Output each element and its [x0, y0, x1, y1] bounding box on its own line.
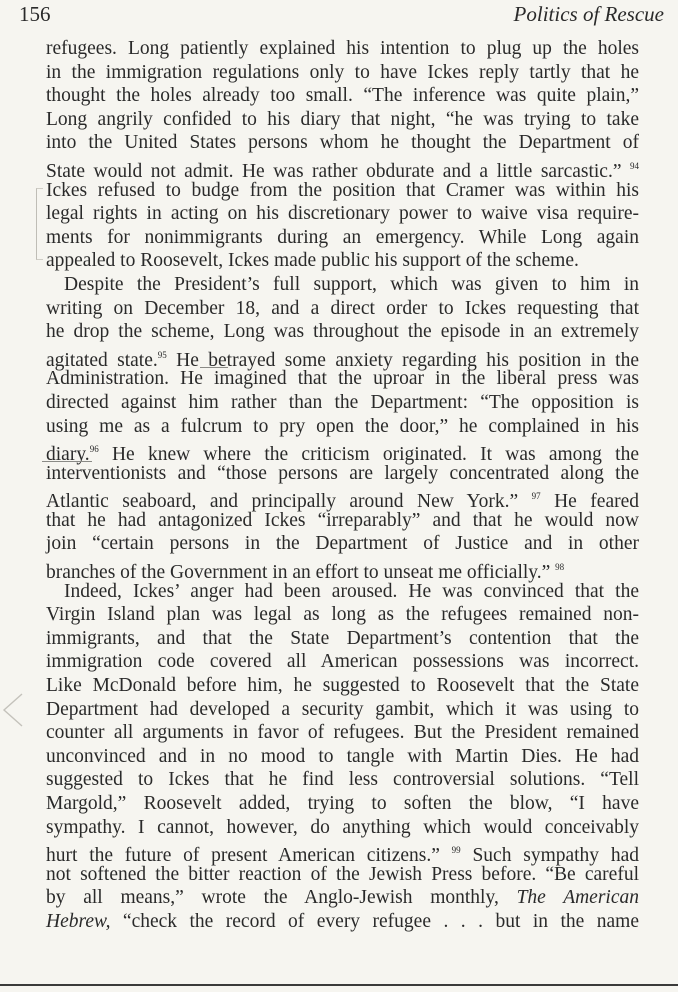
- pencil-underline: [200, 367, 228, 368]
- text-line: [46, 108, 639, 132]
- text-run: Virgin Island plan was legal as long as the refugees remained non-: [46, 604, 639, 626]
- text-run: into the United States persons whom he thought the Department of: [46, 132, 639, 154]
- text-run: Department had developed a security gambit, which it was using to: [46, 698, 639, 720]
- text-run: Indeed, Ickes’ anger had been aroused. He was convinced that the: [64, 580, 639, 602]
- text-line: [46, 816, 639, 840]
- text-line: [46, 792, 639, 816]
- text-line: [46, 415, 639, 439]
- text-run: refugees. Long patiently explained his intention to plug up the holes: [46, 38, 639, 59]
- text-run: counter all arguments in favor of refugees. But the President remained: [46, 722, 639, 744]
- text-run: Ickes refused to budge from the position that Cramer was within his: [46, 179, 639, 201]
- text-run: immigrants, and that the State Department’s contention that the: [46, 627, 639, 649]
- page-number: 156: [19, 2, 51, 26]
- text-run: writing on December 18, and a direct order to Ickes requesting that: [46, 297, 639, 319]
- text-line: [46, 320, 639, 344]
- text-run: thought the holes already too small. “The inference was quite plain,”: [46, 85, 639, 107]
- text-run: suggested to Ickes that he find less controversial solutions. “Tell: [46, 769, 639, 791]
- text-run: branches of the Government in an effort to unseat me officially.”: [46, 562, 556, 584]
- text-run: appealed to Roosevelt, Ickes made public his support of the scheme.: [46, 250, 579, 272]
- text-line: [46, 556, 639, 584]
- text-line: [46, 438, 639, 466]
- text-run: he drop the scheme, Long was throughout the episode in an extremely: [46, 321, 639, 343]
- text-line: [46, 226, 639, 250]
- italic-title: Hebrew,: [46, 910, 111, 932]
- pencil-margin-arrow-icon: [0, 690, 24, 730]
- body-text: [46, 37, 639, 934]
- text-run: Such sympathy had: [460, 845, 639, 867]
- text-line: [46, 650, 639, 674]
- text-line: [46, 367, 639, 391]
- running-head: [19, 0, 664, 28]
- text-line: [46, 202, 639, 226]
- text-run: Administration. He imagined that the uproar in the liberal press was: [46, 368, 639, 390]
- text-line: [46, 485, 639, 513]
- text-run: immigration code covered all American possessions was incorrect.: [46, 651, 639, 673]
- footnote-marker: 94: [630, 160, 639, 171]
- text-run: not softened the bitter reaction of the Jewish Press before. “Be careful: [46, 863, 639, 885]
- text-line: [46, 745, 639, 769]
- text-line: [46, 61, 639, 85]
- text-run: agitated state.: [46, 349, 158, 371]
- text-run: “check the record of every refugee . . . but in the name: [110, 910, 639, 932]
- bottom-rule: [0, 984, 678, 986]
- text-line: [46, 532, 639, 556]
- text-line: [46, 603, 639, 627]
- text-line: [46, 698, 639, 722]
- text-run: hurt the future of present American citizens.”: [46, 845, 452, 867]
- text-line: [46, 249, 639, 273]
- text-run: unconvinced and in no mood to tangle with Martin Dies. He had: [46, 745, 639, 767]
- text-line: [46, 273, 639, 297]
- text-run: State would not admit. He was rather obdurate and a little sarcastic.”: [46, 160, 630, 182]
- text-line: [46, 721, 639, 745]
- text-line: [46, 839, 639, 867]
- text-line: [46, 674, 639, 698]
- footnote-marker: 98: [555, 562, 565, 573]
- text-run: He knew where the criticism originated. It was among the: [98, 444, 639, 466]
- text-line: [46, 886, 639, 910]
- text-run: Despite the President’s full support, which was given to him in: [64, 273, 639, 295]
- text-run: that he had antagonized Ickes “irreparably” and that he would now: [46, 509, 639, 531]
- text-line: [46, 627, 639, 651]
- text-line: [46, 768, 639, 792]
- text-run: using me as a fulcrum to pry open the door,” he complained in his: [46, 415, 639, 437]
- text-line: [46, 297, 639, 321]
- text-run: Margold,” Roosevelt added, trying to soften the blow, “I have: [46, 793, 639, 814]
- text-run: in the immigration regulations only to have Ickes reply tartly that he: [46, 61, 639, 83]
- pencil-underline: [42, 461, 92, 462]
- running-title: Politics of Rescue: [513, 2, 664, 26]
- text-run: by all means,” wrote the Anglo-Jewish monthly,: [46, 887, 517, 909]
- text-run: Like McDonald before him, he suggested to Roosevelt that the State: [46, 675, 639, 697]
- text-run: He betrayed some anxiety regarding his position in the: [166, 349, 640, 371]
- text-line: [46, 131, 639, 155]
- text-line: [46, 344, 640, 371]
- text-line: [46, 580, 639, 604]
- text-run: Atlantic seaboard, and principally around New York.”: [46, 491, 532, 513]
- text-run: He feared: [540, 491, 639, 513]
- text-line: [46, 37, 639, 61]
- footnote-marker: 96: [89, 444, 99, 455]
- text-line: [46, 910, 639, 934]
- text-line: [46, 509, 639, 533]
- footnote-marker: 97: [531, 491, 541, 502]
- text-run: join “certain persons in the Department of Justice and in other: [46, 533, 639, 555]
- text-line: [46, 462, 639, 486]
- text-run: sympathy. I cannot, however, do anything which would conceivably: [46, 816, 639, 838]
- text-run: directed against him rather than the Department: “The opposition is: [46, 391, 639, 413]
- text-run: ments for nonimmigrants during an emergency. While Long again: [46, 226, 639, 248]
- text-line: [46, 155, 639, 182]
- text-line: [46, 391, 639, 415]
- text-run: Long angrily confided to his diary that night, “he was trying to take: [46, 108, 639, 130]
- text-run: interventionists and “those persons are largely concentrated along the: [46, 462, 639, 484]
- text-line: [46, 84, 639, 108]
- text-run: legal rights in acting on his discretionary power to waive visa require-: [46, 203, 639, 225]
- text-line: [46, 179, 639, 203]
- text-run: diary.: [46, 444, 90, 466]
- italic-title: The American: [516, 887, 640, 909]
- pencil-margin-bracket: [36, 188, 43, 260]
- footnote-marker: 95: [157, 349, 167, 360]
- text-line: [46, 863, 639, 887]
- footnote-marker: 99: [451, 845, 461, 856]
